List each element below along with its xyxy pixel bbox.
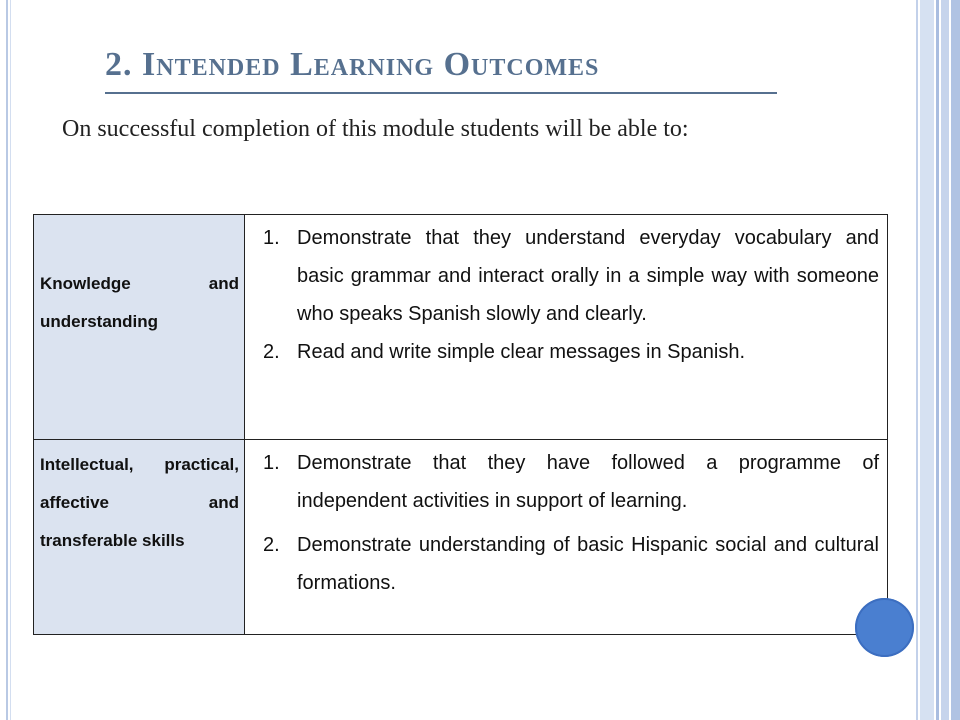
category-cell: [34, 215, 245, 440]
stripe: [951, 0, 960, 720]
outcomes-cell: [245, 440, 888, 635]
item-number: 1.: [263, 452, 280, 474]
slide-title: 2. Intended Learning Outcomes: [105, 46, 600, 83]
decorative-circle: [855, 598, 914, 657]
stripe: [920, 0, 934, 720]
list-item: [263, 526, 879, 602]
item-text: Demonstrate understanding of basic Hispanic social and cultural formations.: [297, 534, 879, 594]
item-number: 2.: [263, 341, 280, 363]
list-item: [263, 444, 879, 520]
list-item: [263, 219, 879, 333]
category-label: Intellectual, practical, affective and transferable skills: [40, 455, 239, 550]
table-row: [34, 215, 888, 440]
table-row: [34, 440, 888, 635]
stripe: [941, 0, 949, 720]
outcome-list: [245, 215, 887, 371]
item-number: 1.: [263, 227, 280, 249]
outcomes-cell: [245, 215, 888, 440]
list-item: [263, 333, 879, 371]
stripe: [936, 0, 939, 720]
item-number: 2.: [263, 534, 280, 556]
stripe: [916, 0, 918, 720]
outcome-list: [245, 440, 887, 602]
learning-outcomes-table: [33, 214, 888, 635]
intro-text: On successful completion of this module students will be able to:: [62, 116, 689, 142]
category-label: Knowledge and understanding: [40, 274, 239, 331]
item-text: Demonstrate that they understand everyday vocabulary and basic grammar and interact orally in a simple way with someone who speaks Spanish slowly and clearly.: [297, 227, 879, 325]
title-underline: [105, 92, 777, 94]
category-cell: [34, 440, 245, 635]
item-text: Demonstrate that they have followed a programme of independent activities in support of learning.: [297, 452, 879, 512]
item-text: Read and write simple clear messages in Spanish.: [297, 341, 745, 363]
left-frame-line: [6, 0, 8, 720]
right-decorative-stripes: [916, 0, 960, 720]
left-frame-line-inner: [10, 0, 11, 720]
